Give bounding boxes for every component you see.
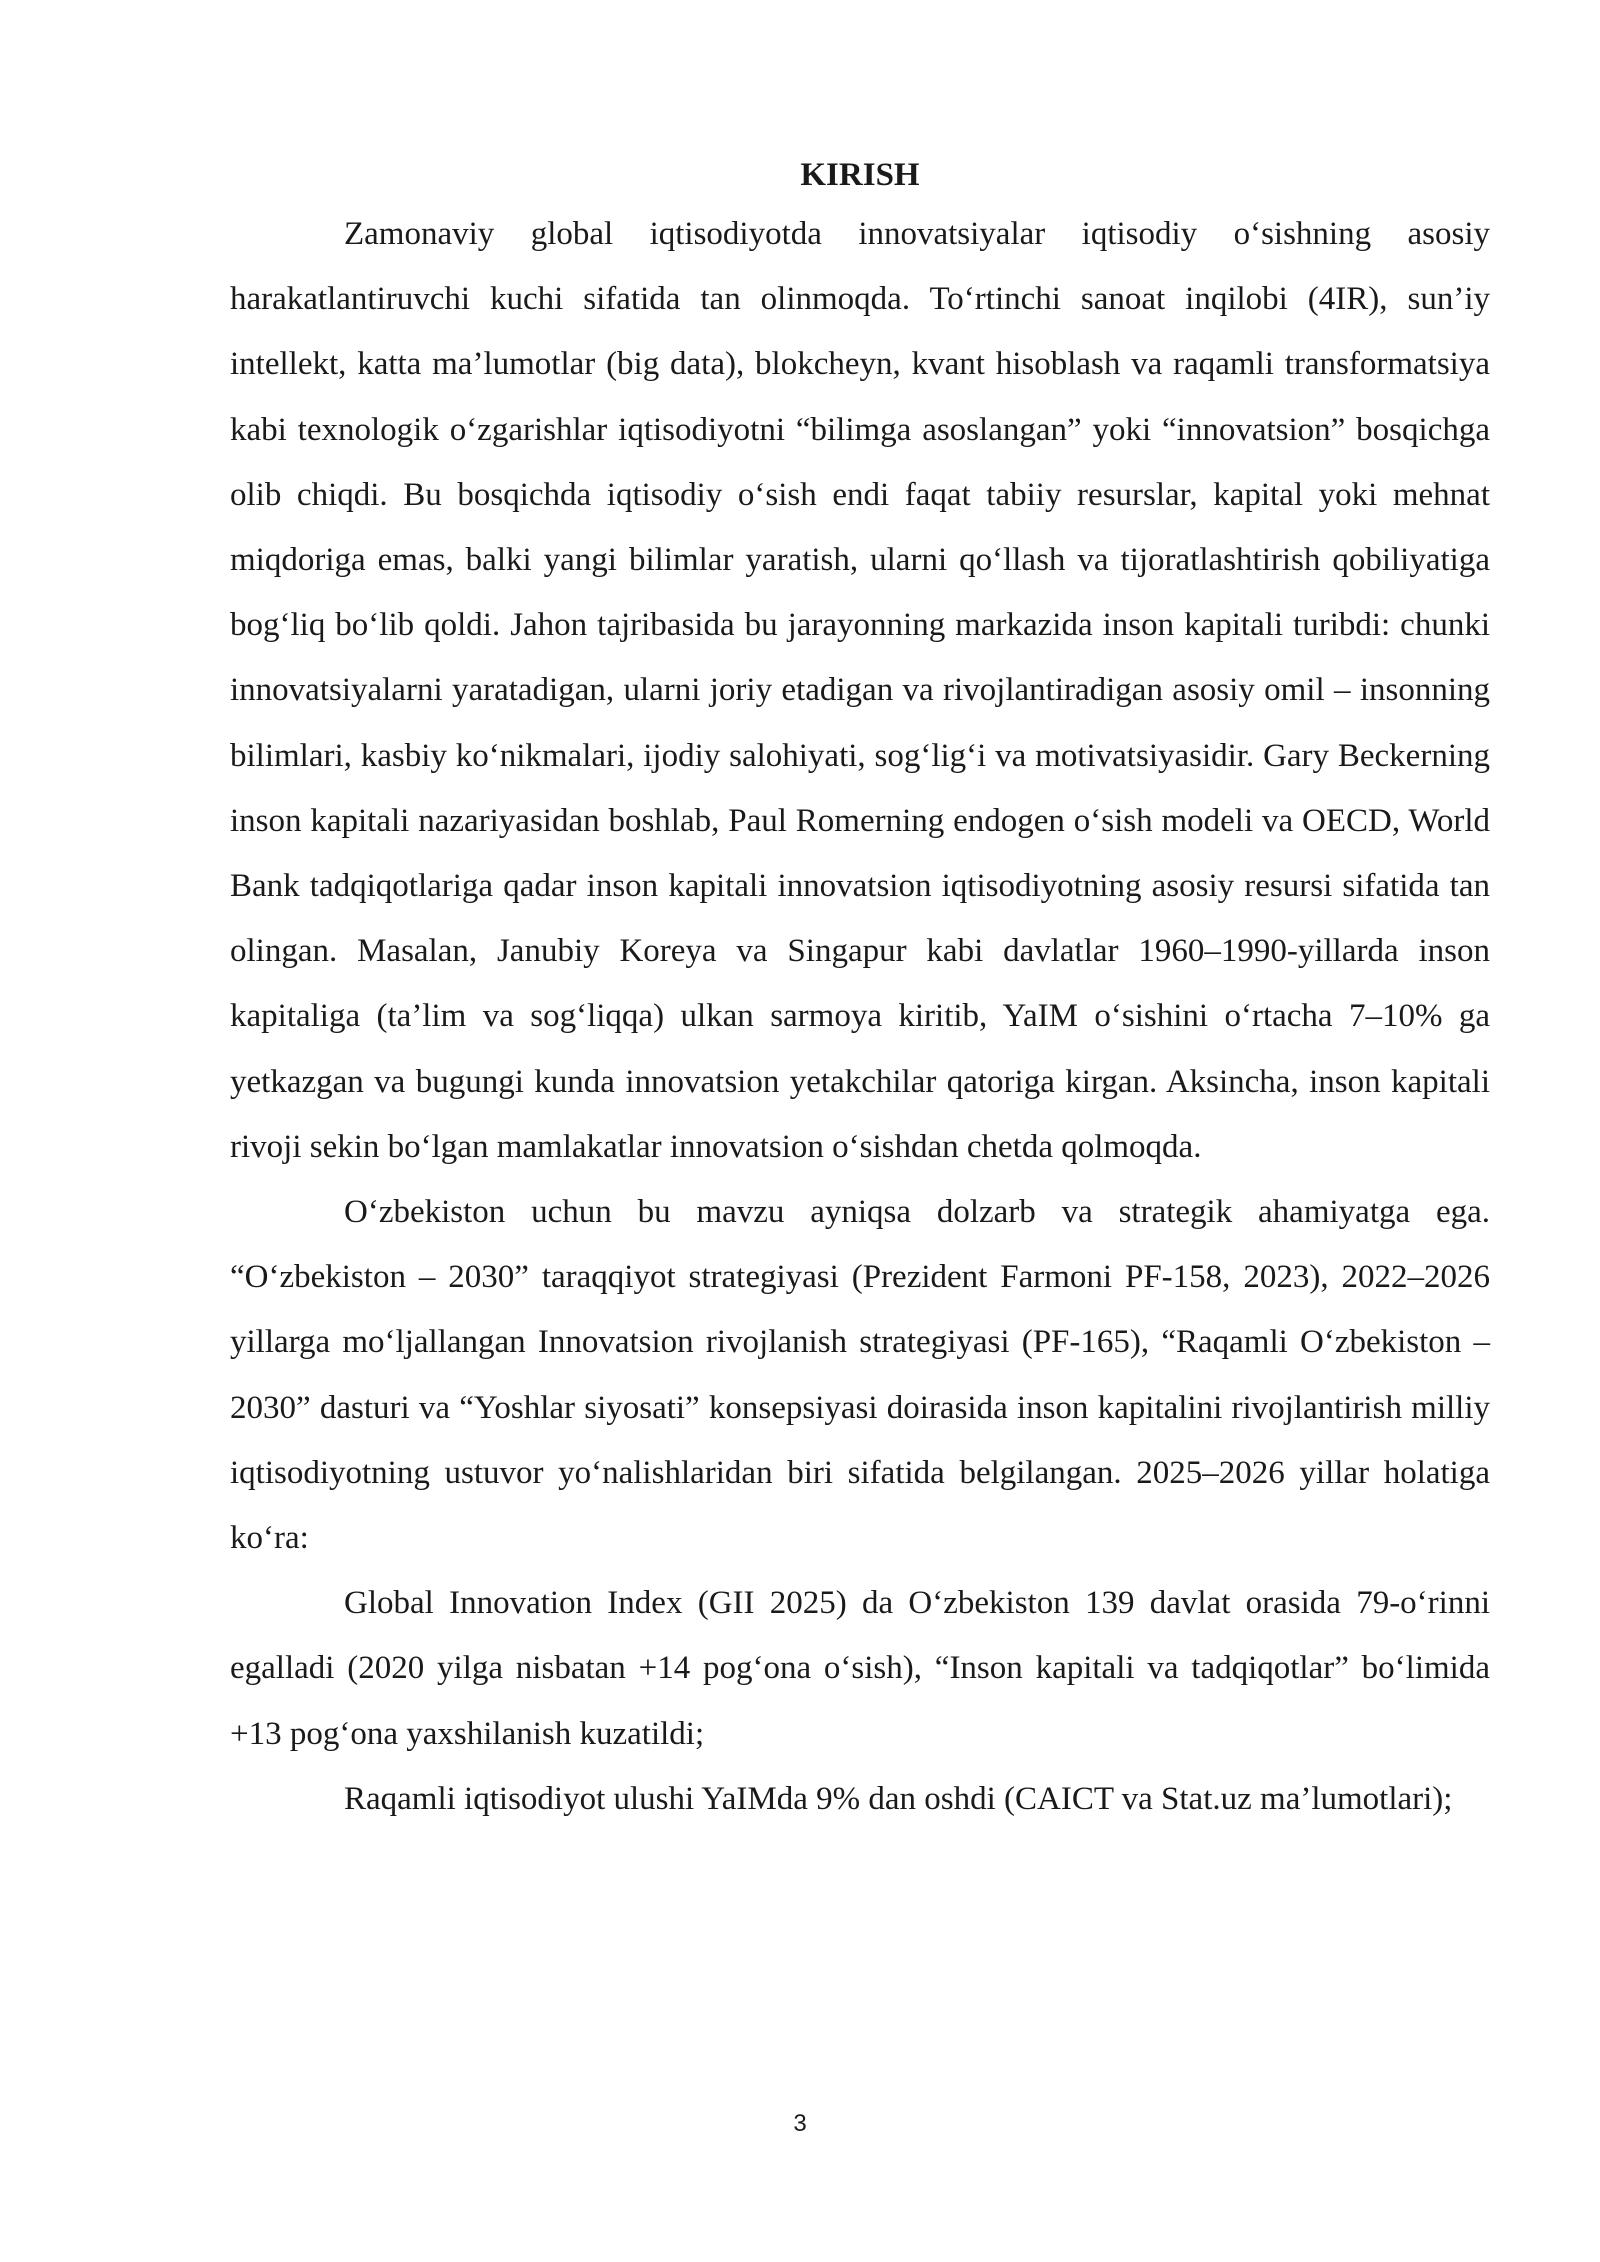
paragraph-gii-ranking: Global Innovation Index (GII 2025) da O‘zbekiston 139 davlat orasida 79-o‘rinni egalladi (2020 yilga nisbatan +14 pog‘ona o‘sish), “Inson kapitali va tadqiqotlar” bo‘limida +13 pog‘ona yaxshilanish kuzatildi; — [230, 1585, 1490, 1752]
document-body — [230, 148, 1490, 1832]
page-number: 3 — [793, 2110, 807, 2137]
page-title: KIRISH — [800, 157, 920, 193]
paragraph-uzbekistan-context: O‘zbekiston uchun bu mavzu ayniqsa dolzarb va strategik ahamiyatga ega. “O‘zbekiston – 2030” taraqqiyot strategiyasi (Prezident Farmoni PF-158, 2023), 2022–2026 yillarga mo‘ljallangan Innovatsion rivojlanish strategiyasi (PF-165), “Raqamli O‘zbekiston – 2030” dasturi va “Yoshlar siyosati” konsepsiyasi doirasida inson kapitalini rivojlantirish milliy iqtisodiyotning ustuvor yo‘nalishlaridan biri sifatida belgilangan. 2025–2026 yillar holatiga ko‘ra: — [230, 1194, 1490, 1557]
paragraph-introduction: Zamonaviy global iqtisodiyotda innovatsiyalar iqtisodiy o‘sishning asosiy harakatlantiruvchi kuchi sifatida tan olinmoqda. To‘rtinchi sanoat inqilobi (4IR), sun’iy intellekt, katta ma’lumotlar (big data), blokcheyn, kvant hisoblash va raqamli transformatsiya kabi texnologik o‘zgarishlar iqtisodiyotni “bilimga asoslangan” yoki “innovatsion” bosqichga olib chiqdi. Bu bosqichda iqtisodiy o‘sish endi faqat tabiiy resurslar, kapital yoki mehnat miqdoriga emas, balki yangi bilimlar yaratish, ularni qo‘llash va tijoratlashtirish qobiliyatiga bog‘liq bo‘lib qoldi. Jahon tajribasida bu jarayonning markazida inson kapitali turibdi: chunki innovatsiyalarni yaratadigan, ularni joriy etadigan va rivojlantiradigan asosiy omil – insonning bilimlari, kasbiy ko‘nikmalari, ijodiy salohiyati, sog‘lig‘i va motivatsiyasidir. Gary Beckerning inson kapitali nazariyasidan boshlab, Paul Romerning endogen o‘sish modeli va OECD, World Bank tadqiqotlariga qadar inson kapitali innovatsion iqtisodiyotning asosiy resursi sifatida tan olingan. Masalan, Janubiy Koreya va Singapur kabi davlatlar 1960–1990-yillarda inson kapitaliga (ta’lim va sog‘liqqa) ulkan sarmoya kiritib, YaIM o‘sishini o‘rtacha 7–10% ga yetkazgan va bugungi kunda innovatsion yetakchilar qatoriga kirgan. Aksincha, inson kapitali rivoji sekin bo‘lgan mamlakatlar innovatsion o‘sishdan chetda qolmoqda. — [230, 216, 1490, 1165]
paragraph-digital-economy: Raqamli iqtisodiyot ulushi YaIMda 9% dan oshdi (CAICT va Stat.uz ma’lumotlari); — [344, 1780, 1453, 1817]
